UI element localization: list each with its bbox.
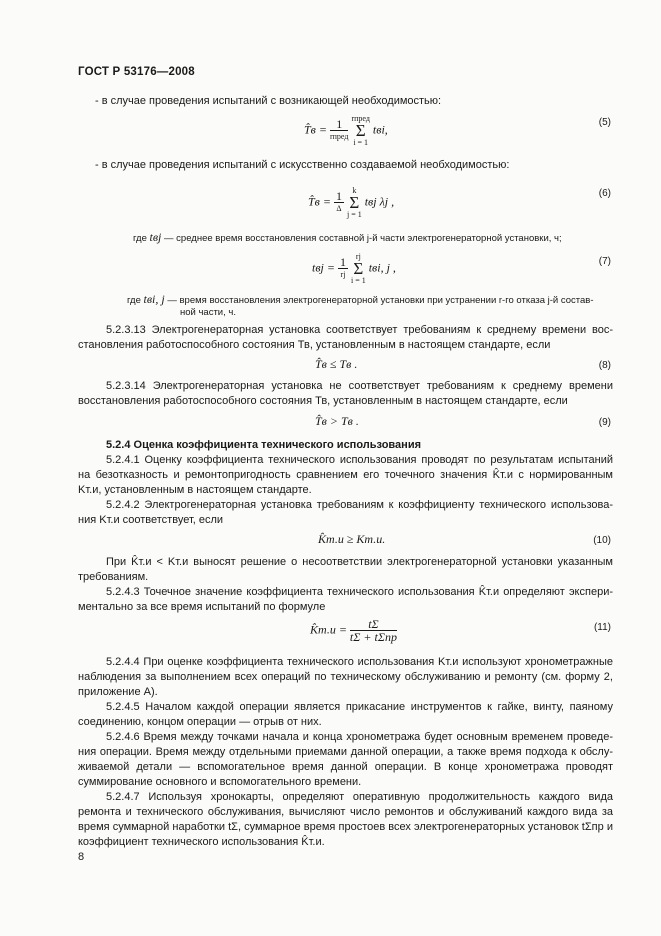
formula-5 xyxy=(304,114,388,147)
section-heading: 5.2.4 Оценка коэффициента технического использования xyxy=(106,439,421,451)
para-line: живаемой детали — вспомогательное время данной операции. В конце хронометража проводят xyxy=(78,761,613,773)
equation-number: (9) xyxy=(598,417,611,428)
sigma-icon: Σ xyxy=(353,259,364,278)
where-symbol: tвj xyxy=(149,230,162,244)
para-line: время суммарной наработки tΣ, суммарное время простоев всех электрогенераторных установок tΣпр и xyxy=(78,821,613,833)
fraction xyxy=(334,190,344,215)
para-line: наблюдения за выполнением всех операций по техническому обслуживанию и ремонту (см. форму 2, xyxy=(78,671,613,683)
numerator: 1 xyxy=(339,255,346,269)
para-5-2-4-6: 5.2.4.6 Время между точками начала и конца хронометража будет основным временем проведе- xyxy=(106,731,613,743)
equation-number: (6) xyxy=(598,188,611,199)
where-definition xyxy=(127,292,594,307)
where-prefix: где xyxy=(127,295,141,306)
para-line: становления работоспособного состояния Тв, установленным в настоящем стандарте, если xyxy=(78,339,551,351)
fraction xyxy=(330,118,348,143)
numerator: 1 xyxy=(335,189,342,203)
para-line: восстановления работоспособного состояния Тв, установленным в настоящем стандарте, если xyxy=(78,395,568,407)
where-text: — среднее время восстановления составной j-й части электрогенераторной установки, ч; xyxy=(164,233,562,244)
para-line: коэффициент технического использования K̂т.и. xyxy=(78,836,325,848)
para-line: на безотказность и ремонтопригодность сравнением его точечного значения K̂т.и с нормированным xyxy=(78,469,613,481)
where-symbol: tвi, j xyxy=(143,292,165,306)
formula-term: tвj λj , xyxy=(364,194,395,209)
equation-number: (11) xyxy=(593,622,611,633)
denominator: Δ xyxy=(336,204,342,213)
where-continuation: ной части, ч. xyxy=(180,307,236,318)
page-number: 8 xyxy=(78,851,85,863)
where-prefix: где xyxy=(133,233,147,244)
sum-lower: i = 1 xyxy=(353,138,369,147)
formula-lhs: T̂в = xyxy=(308,194,331,209)
para-line: ремонта и технического обслуживания, вычисляют число ремонтов и обслуживаний каждого вида за xyxy=(78,806,613,818)
para-line: приложение А). xyxy=(78,686,158,698)
sigma-icon: Σ xyxy=(349,193,360,212)
page-header: ГОСТ Р 53176—2008 xyxy=(78,66,195,78)
para-line: соединению, концом операции — отрыв от них. xyxy=(78,716,322,728)
denominator: rj xyxy=(340,270,346,279)
para-line: ния операции. Время между отдельными приемами данной операции, а также время подхода к обслу- xyxy=(78,746,613,758)
equation-number: (7) xyxy=(598,256,611,267)
para-line: требованиям. xyxy=(78,571,149,583)
sigma-icon: Σ xyxy=(355,121,366,140)
sum-upper: k xyxy=(352,186,357,195)
summation xyxy=(347,186,362,219)
formula-term: tвi, j , xyxy=(368,260,396,275)
fraction xyxy=(350,618,397,643)
para-line: ментально за все время испытаний по формуле xyxy=(78,601,326,613)
numerator: tΣ xyxy=(350,618,397,631)
equation-number: (10) xyxy=(593,535,611,546)
para-5-2-3-13: 5.2.3.13 Электрогенераторная установка соответствует требованиям к среднему времени вос- xyxy=(106,324,613,336)
formula-lhs: K̂т.и = xyxy=(310,622,347,637)
formula-11 xyxy=(310,618,397,643)
para-5-2-4-5: 5.2.4.5 Началом каждой операции является прикасание инструментов к гайке, винту, паяному xyxy=(106,701,613,713)
formula-7 xyxy=(312,252,396,285)
summation xyxy=(351,252,366,285)
formula-8: T̂в ≤ Tв . xyxy=(315,357,358,371)
para-5-2-4-1: 5.2.4.1 Оценку коэффициента технического использования проводят по результатам испытаний xyxy=(106,454,613,466)
formula-term: tвi, xyxy=(372,122,388,137)
para-5-2-4-7: 5.2.4.7 Используя хронокарты, определяют оперативную продолжительность каждого вида xyxy=(106,791,613,803)
para-line: Kт.и, установленным в настоящем стандарте. xyxy=(78,484,312,496)
sum-lower: i = 1 xyxy=(350,276,366,285)
para-line: ния Kт.и соответствует, если xyxy=(78,514,224,526)
text-line: - в случае проведения испытаний с искусственно создаваемой необходимостью: xyxy=(95,159,510,171)
equation-number: (8) xyxy=(598,360,611,371)
para-5-2-4-3: 5.2.4.3 Точечное значение коэффициента технического использования K̂т.и определяют экспери- xyxy=(106,586,613,598)
formula-6 xyxy=(308,186,394,219)
fraction xyxy=(338,256,348,281)
where-definition xyxy=(133,230,562,245)
para-5-2-3-14: 5.2.3.14 Электрогенераторная установка не соответствует требованиям к среднему времени xyxy=(106,380,613,392)
formula-lhs: tвj = xyxy=(312,260,335,275)
para-pri: При K̂т.и < Kт.и выносят решение о несоответствии электрогенераторной установки указанным xyxy=(106,556,613,568)
formula-9: T̂в > Tв . xyxy=(315,414,359,428)
formula-10: K̂т.и ≥ Kт.и. xyxy=(318,532,386,546)
summation xyxy=(351,114,369,147)
where-text: — время восстановления электрогенераторной установки при устранении r-го отказа j-й состав- xyxy=(167,295,594,306)
para-5-2-4-2: 5.2.4.2 Электрогенераторная установка требованиям к коэффициенту технического использова- xyxy=(106,499,613,511)
sum-upper: rпред xyxy=(351,114,370,123)
denominator: tΣ + tΣпр xyxy=(349,630,397,644)
sum-upper: rj xyxy=(355,252,361,261)
sum-lower: j = 1 xyxy=(346,210,362,219)
para-line: суммирование основного и вспомогательного времени. xyxy=(78,776,362,788)
para-5-2-4-4: 5.2.4.4 При оценке коэффициента технического использования Kт.и используют хронометражные xyxy=(106,656,613,668)
denominator: rпред xyxy=(329,132,349,141)
equation-number: (5) xyxy=(598,117,611,128)
text-line: - в случае проведения испытаний с возникающей необходимостью: xyxy=(95,95,442,107)
formula-lhs: T̂в = xyxy=(304,122,327,137)
numerator: 1 xyxy=(330,118,348,131)
